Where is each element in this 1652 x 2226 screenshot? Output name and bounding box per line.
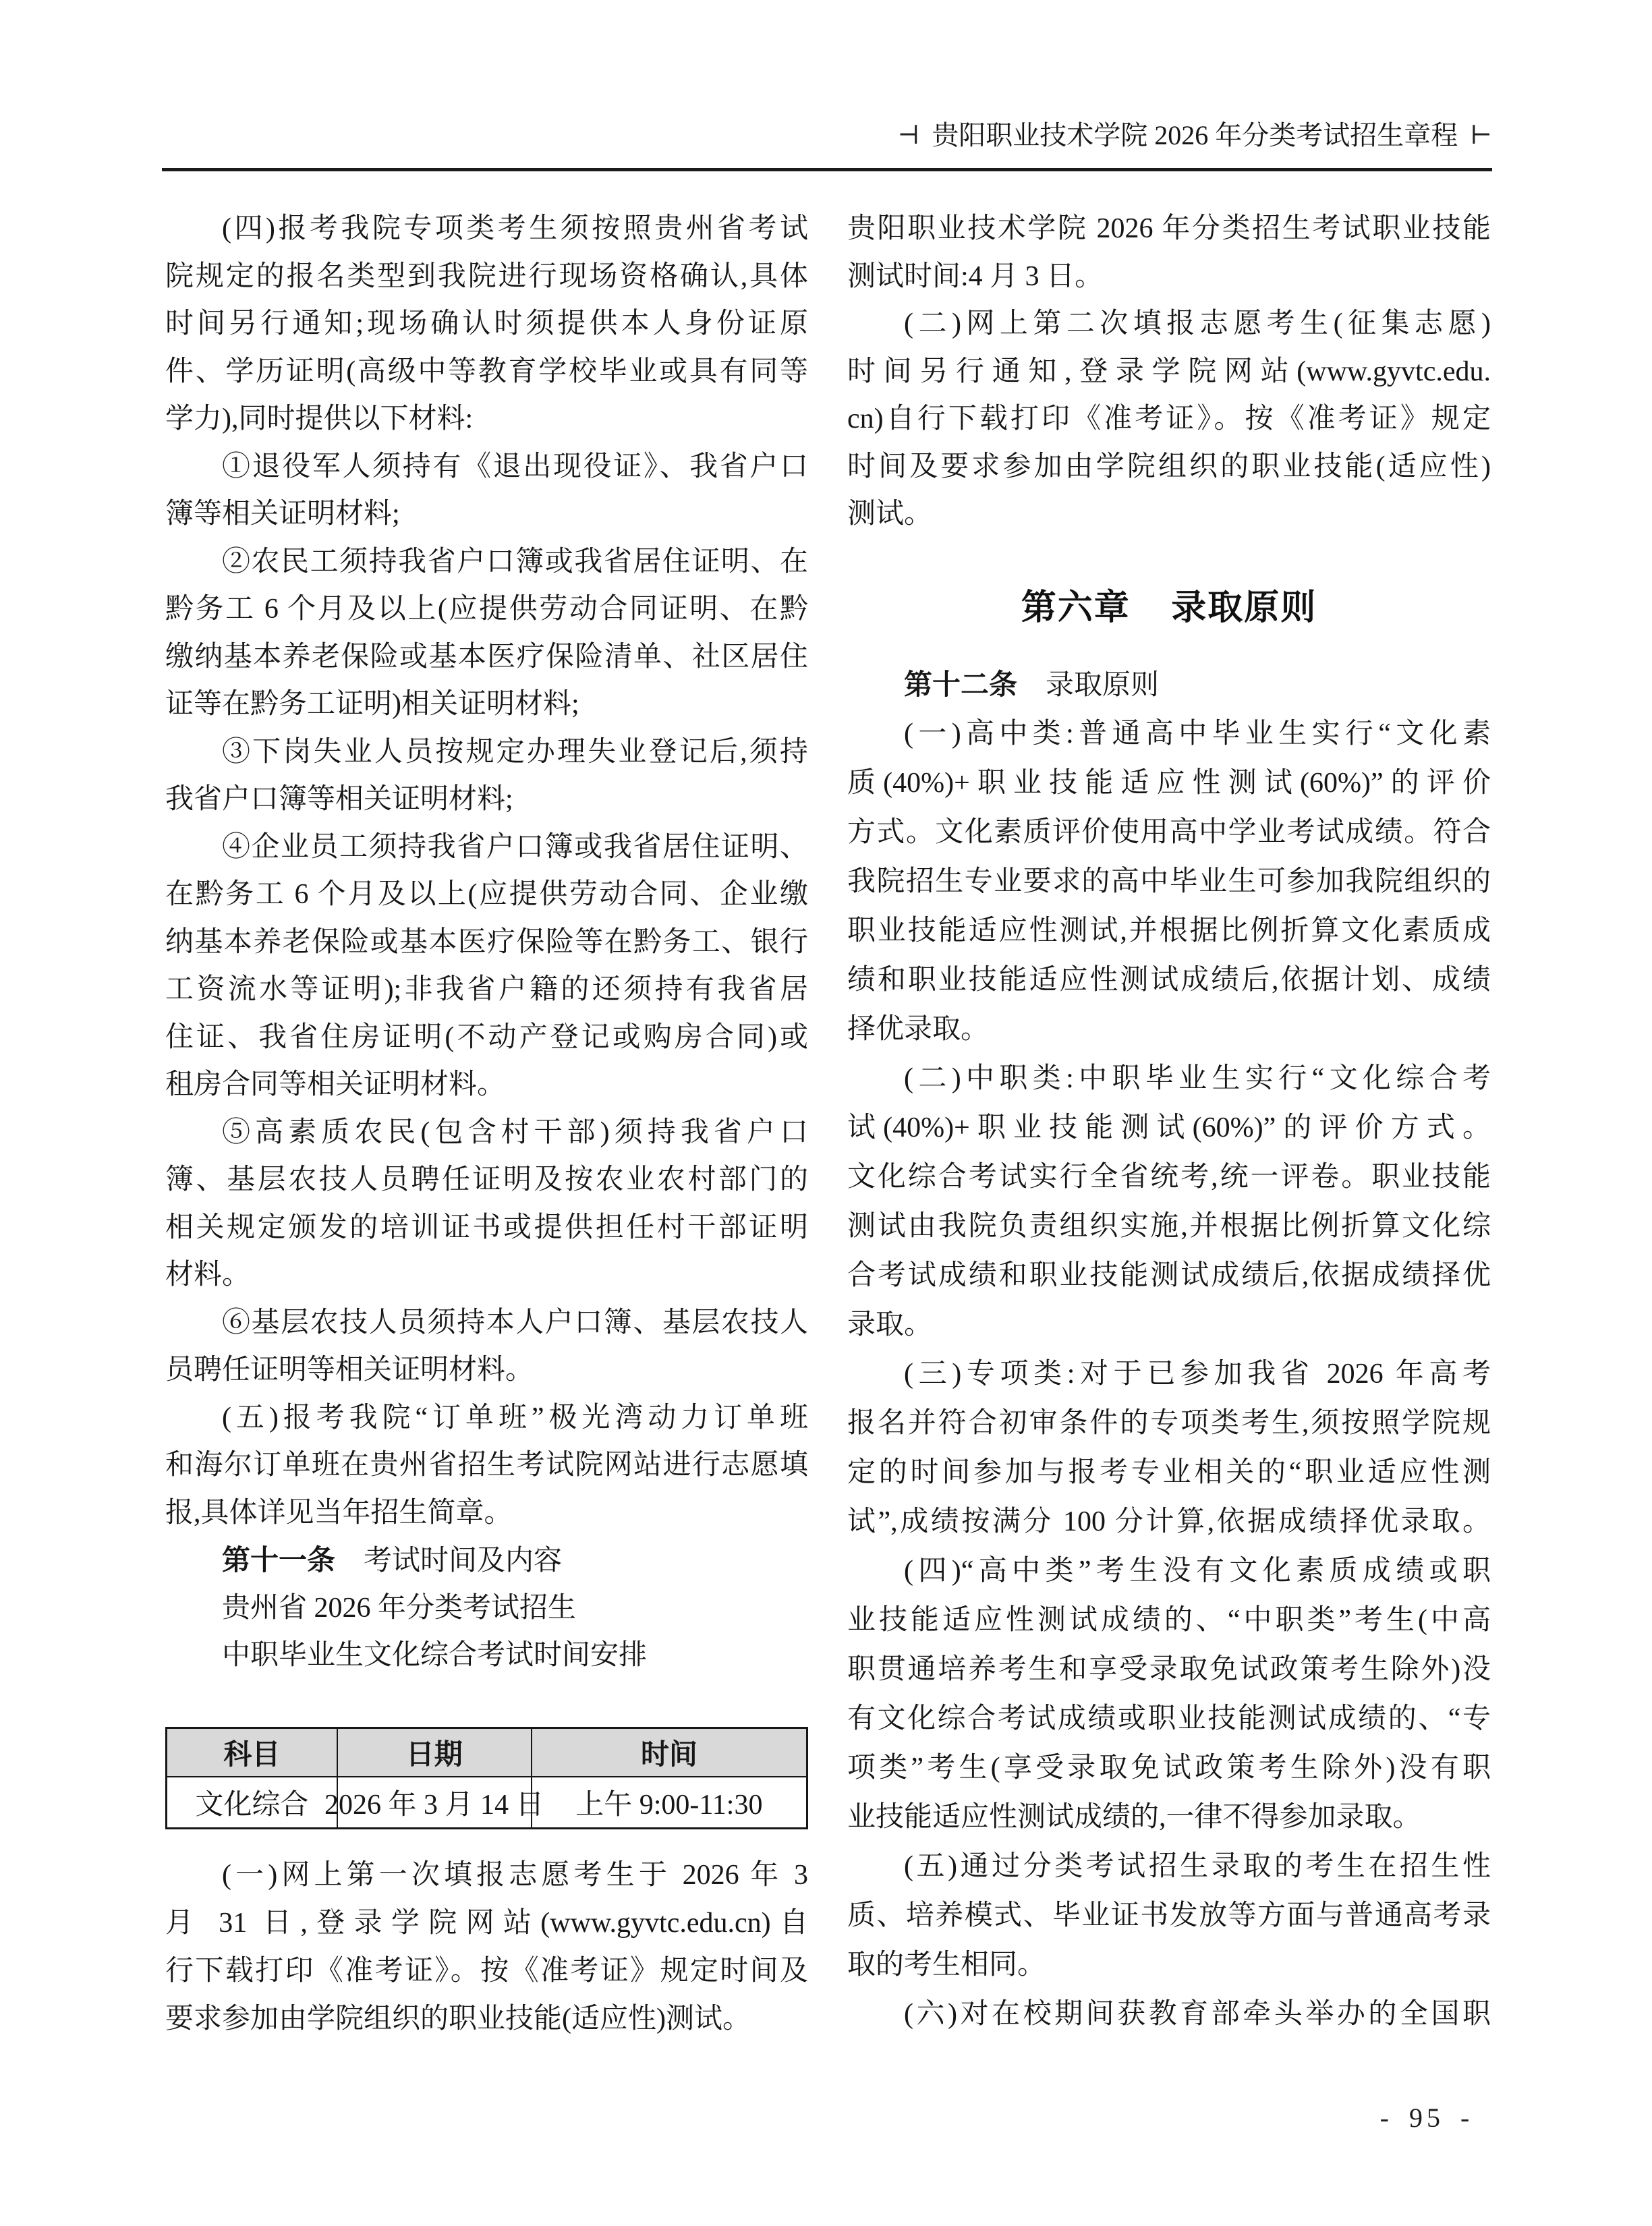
text-line: (四)报考我院专项类考生须按照贵州省考试 <box>222 213 808 244</box>
text-line: 测试由我院负责组织实施,并根据比例折算文化综 <box>847 1211 1491 1242</box>
text-line: 业技能适应性测试成绩的,一律不得参加录取。 <box>847 1802 1421 1833</box>
text-line: 贵州省 2026 年分类考试招生 <box>222 1592 577 1624</box>
table-header-date: 日期 <box>338 1729 532 1777</box>
text-line: 时间另行通知;现场确认时须提供本人身份证原 <box>165 308 808 339</box>
text-line: ①退役军人须持有《退出现役证》、我省户口 <box>222 451 808 482</box>
text-line: 在黔务工 6 个月及以上(应提供劳动合同、企业缴 <box>165 879 808 910</box>
text-line: 合考试成绩和职业技能测试成绩后,依据成绩择优 <box>847 1260 1491 1291</box>
text-line: 测试时间:4 月 3 日。 <box>847 260 1104 292</box>
text-line: 时间另行通知,登录学院网站(www.gyvtc.edu. <box>847 355 1491 387</box>
text-line: 中职毕业生文化综合考试时间安排 <box>222 1640 648 1671</box>
text-line: 要求参加由学院组织的职业技能(适应性)测试。 <box>165 2003 751 2034</box>
text-line: 我省户口簿等相关证明材料; <box>165 784 513 815</box>
text-line: ③下岗失业人员按规定办理失业登记后,须持 <box>222 736 808 768</box>
text-line: 第十一条 考试时间及内容 <box>222 1544 563 1576</box>
text-line: 纳基本养老保险或基本医疗保险等在黔务工、银行 <box>165 926 808 958</box>
text-line: ②农民工须持我省户口簿或我省居住证明、在 <box>222 546 808 577</box>
left-column-text-bottom <box>165 1852 808 2043</box>
right-column-text-main <box>847 710 1491 2039</box>
table-header-time: 时间 <box>532 1729 806 1777</box>
text-line: 材料。 <box>165 1259 251 1290</box>
text-line: (六)对在校期间获教育部牵头举办的全国职 <box>904 1999 1491 2030</box>
text-line: 相关规定颁发的培训证书或提供担任村干部证明 <box>165 1211 808 1243</box>
page-number: - 95 - <box>1379 2103 1474 2133</box>
text-line: 证等在黔务工证明)相关证明材料; <box>165 689 579 720</box>
article-keyword: 第十一条 <box>222 1544 336 1576</box>
text-line: 报,具体详见当年招生简章。 <box>165 1497 513 1529</box>
article-12-line <box>847 661 1491 708</box>
table-header-subject: 科目 <box>167 1729 338 1777</box>
text-line: 试(40%)+职业技能测试(60%)”的评价方式。 <box>847 1112 1491 1143</box>
text-line: 簿等相关证明材料; <box>165 498 400 530</box>
article-keyword: 第十二条 <box>904 668 1018 700</box>
table-cell-time: 上午 9:00-11:30 <box>575 1790 763 1821</box>
text-line: 试”,成绩按满分 100 分计算,依据成绩择优录取。 <box>847 1506 1491 1537</box>
exam-schedule-table <box>165 1727 808 1829</box>
text-line: 绩和职业技能适应性测试成绩后,依据计划、成绩 <box>847 965 1491 996</box>
text-line: ⑤高素质农民(包含村干部)须持我省户口 <box>222 1116 808 1148</box>
chapter-heading <box>847 584 1491 631</box>
text-line: (五)通过分类考试招生录取的考生在招生性 <box>904 1851 1491 1882</box>
text-line: 工资流水等证明);非我省户籍的还须持有我省居 <box>165 974 808 1005</box>
text-line: cn)自行下载打印《准考证》。按《准考证》规定 <box>847 403 1491 434</box>
header-right-tick-icon: ⊢ <box>1470 121 1492 150</box>
text-line: ④企业员工须持我省户口簿或我省居住证明、 <box>222 831 808 863</box>
text-line: (一)网上第一次填报志愿考生于 2026 年 3 <box>222 1860 808 1891</box>
text-line: 报名并符合初审条件的专项类考生,须按照学院规 <box>847 1408 1491 1439</box>
text-line: 簿、基层农技人员聘任证明及按农业农村部门的 <box>165 1164 808 1195</box>
header-left-tick-icon: ⊣ <box>897 121 920 150</box>
text-line: 择优录取。 <box>847 1014 990 1045</box>
text-line: (四)“高中类”考生没有文化素质成绩或职 <box>904 1556 1491 1587</box>
text-line: (一)高中类:普通高中毕业生实行“文化素 <box>904 718 1491 749</box>
text-line: 时间及要求参加由学院组织的职业技能(适应性) <box>847 451 1491 482</box>
text-line: 行下载打印《准考证》。按《准考证》规定时间及 <box>165 1956 808 1987</box>
text-line: 有文化综合考试成绩或职业技能测试成绩的、“专 <box>847 1703 1491 1734</box>
text-line: 文化综合考试实行全省统考,统一评卷。职业技能 <box>847 1162 1491 1193</box>
chapter-title: 录取原则 <box>1171 588 1317 627</box>
text-line: 定的时间参加与报考专业相关的“职业适应性测 <box>847 1457 1491 1488</box>
text-line: 方式。文化素质评价使用高中学业考试成绩。符合 <box>847 817 1491 848</box>
text-line: 取的考生相同。 <box>847 1949 1046 1980</box>
text-line: (三)专项类:对于已参加我省 2026 年高考 <box>904 1359 1491 1390</box>
text-line: 缴纳基本养老保险或基本医疗保险清单、社区居住 <box>165 641 808 673</box>
table-cell-subject: 文化综合 <box>167 1777 338 1827</box>
text-line: 质、培养模式、毕业证书发放等方面与普通高考录 <box>847 1900 1491 1931</box>
text-line: 员聘任证明等相关证明材料。 <box>165 1354 534 1386</box>
text-line: 住证、我省住房证明(不动产登记或购房合同)或 <box>165 1021 808 1053</box>
text-line: 租房合同等相关证明材料。 <box>165 1069 506 1100</box>
text-line: 件、学历证明(高级中等教育学校毕业或具有同等 <box>165 355 808 387</box>
text-line: 贵阳职业技术学院 2026 年分类招生考试职业技能 <box>847 213 1491 244</box>
text-line: (二)中职类:中职毕业生实行“文化综合考 <box>904 1063 1491 1094</box>
text-line: 业技能适应性测试成绩的、“中职类”考生(中高 <box>847 1605 1491 1636</box>
text-line: 项类”考生(享受录取免试政策考生除外)没有职 <box>847 1752 1491 1783</box>
text-line: 学力),同时提供以下材料: <box>165 403 474 434</box>
right-column-text-top <box>847 205 1491 538</box>
text-line: 月 31 日,登录学院网站(www.gyvtc.edu.cn)自 <box>165 1908 808 1939</box>
text-line: 质(40%)+职业技能适应性测试(60%)”的评价 <box>847 768 1491 799</box>
page-header <box>162 115 1492 156</box>
text-line: 和海尔订单班在贵州省招生考试院网站进行志愿填 <box>165 1450 808 1481</box>
text-line: (二)网上第二次填报志愿考生(征集志愿) <box>904 308 1491 339</box>
text-line: 第十二条 录取原则 <box>904 668 1160 701</box>
text-line: 录取。 <box>847 1309 933 1340</box>
text-line: 测试。 <box>847 498 933 530</box>
text-line: (五)报考我院“订单班”极光湾动力订单班 <box>222 1402 808 1433</box>
text-line: 院规定的报名类型到我院进行现场资格确认,具体 <box>165 260 808 292</box>
text-line: ⑥基层农技人员须持本人户口簿、基层农技人 <box>222 1307 808 1338</box>
text-line: 职业技能适应性测试,并根据比例折算文化素质成 <box>847 915 1491 946</box>
text-line: 我院招生专业要求的高中毕业生可参加我院组织的 <box>847 866 1491 897</box>
header-rule <box>162 168 1492 171</box>
table-cell-date: 2026 年 3 月 14 日 <box>338 1777 532 1827</box>
text-line: 职贯通培养考生和享受录取免试政策考生除外)没 <box>847 1654 1491 1685</box>
chapter-number: 第六章 <box>1021 588 1131 627</box>
text-line: 黔务工 6 个月及以上(应提供劳动合同证明、在黔 <box>165 594 808 625</box>
left-column-text-top <box>165 205 808 1680</box>
page-title: 贵阳职业技术学院 2026 年分类考试招生章程 <box>932 120 1458 150</box>
